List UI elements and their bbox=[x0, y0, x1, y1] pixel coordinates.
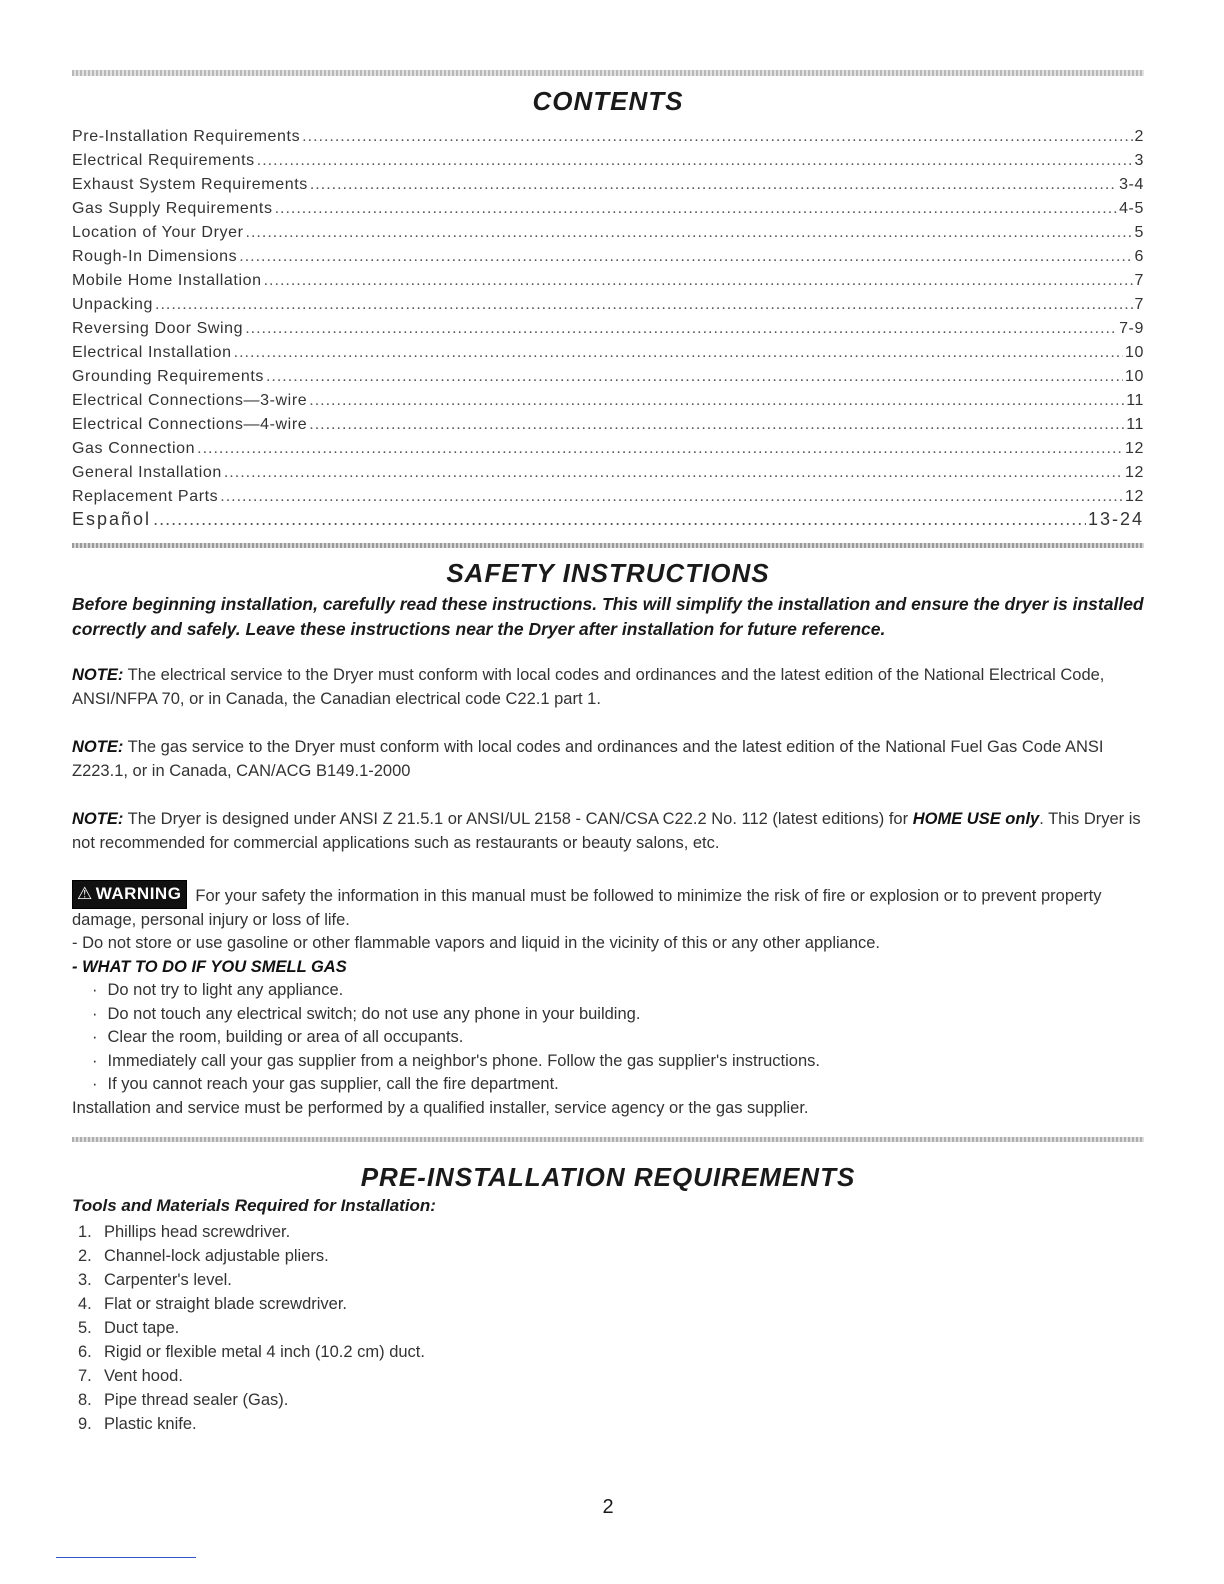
toc-entry[interactable] bbox=[72, 170, 1144, 194]
toc-entry-page: 3-4 bbox=[1119, 176, 1144, 193]
warning-block bbox=[72, 880, 1144, 1120]
preinstall-heading: PRE-INSTALLATION REQUIREMENTS bbox=[360, 1162, 856, 1192]
toc-dot-leader bbox=[245, 320, 1117, 338]
smell-gas-bullet: · If you cannot reach your gas supplier, call the fire department. bbox=[72, 1073, 1144, 1097]
warning-badge-label: WARNING bbox=[95, 884, 182, 903]
toc-entry[interactable] bbox=[72, 122, 1144, 146]
toc-entry[interactable] bbox=[72, 338, 1144, 362]
toc-entry[interactable] bbox=[72, 266, 1144, 290]
note-label: NOTE: bbox=[72, 810, 124, 828]
toc-entry[interactable] bbox=[72, 386, 1144, 410]
tool-item-text: Carpenter's level. bbox=[104, 1271, 232, 1289]
contents-divider bbox=[72, 543, 1144, 548]
footer-link-line bbox=[56, 1557, 196, 1558]
manual-page bbox=[72, 0, 1144, 1584]
toc-dot-leader bbox=[302, 128, 1132, 146]
tool-item-number: 3. bbox=[78, 1271, 92, 1289]
tool-item bbox=[78, 1220, 425, 1244]
tool-item bbox=[78, 1340, 425, 1364]
tools-subheading: Tools and Materials Required for Installation: bbox=[72, 1196, 436, 1215]
note-home-use-text-a: The Dryer is designed under ANSI Z 21.5.1 or ANSI/UL 2158 - CAN/CSA C22.2 No. 112 (latest editions) for bbox=[127, 810, 909, 828]
tool-item bbox=[78, 1316, 425, 1340]
tool-item-number: 2. bbox=[78, 1247, 92, 1265]
note-label: NOTE: bbox=[72, 666, 124, 684]
note-home-use-text-b: . This Dryer is not recommended for commercial applications such as restaurants or beauty salons, etc. bbox=[72, 810, 1141, 852]
tool-item-number: 7. bbox=[78, 1367, 92, 1385]
safety-heading: SAFETY INSTRUCTIONS bbox=[446, 558, 770, 588]
toc-dot-leader bbox=[257, 152, 1133, 170]
tool-item-number: 9. bbox=[78, 1415, 92, 1433]
toc-dot-leader bbox=[234, 344, 1123, 362]
toc-dot-leader bbox=[266, 368, 1123, 386]
toc-entry[interactable] bbox=[72, 218, 1144, 242]
tool-item-text: Flat or straight blade screwdriver. bbox=[104, 1295, 348, 1313]
toc-entry-page: 5 bbox=[1134, 224, 1144, 241]
tool-item-text: Pipe thread sealer (Gas). bbox=[104, 1391, 289, 1409]
tool-item bbox=[78, 1364, 425, 1388]
smell-gas-heading: - WHAT TO DO IF YOU SMELL GAS bbox=[72, 957, 347, 976]
contents-heading: CONTENTS bbox=[532, 86, 684, 116]
toc-dot-leader bbox=[264, 272, 1133, 290]
toc-dot-leader bbox=[309, 416, 1124, 434]
toc-entry-title: Mobile Home Installation bbox=[72, 272, 262, 289]
tool-item bbox=[78, 1412, 425, 1436]
toc-entry-page: 6 bbox=[1134, 248, 1144, 265]
toc-entry-page: 13-24 bbox=[1087, 509, 1144, 529]
warning-text: For your safety the information in this manual must be followed to minimize the risk of fire or explosion or to prevent property damage, personal injury or loss of life. bbox=[72, 887, 1102, 929]
toc-entry-page: 7 bbox=[1134, 296, 1144, 313]
smell-gas-list bbox=[72, 979, 1144, 1097]
toc-dot-leader bbox=[310, 176, 1117, 194]
toc-dot-leader bbox=[275, 200, 1118, 218]
smell-gas-bullet: · Do not try to light any appliance. bbox=[72, 979, 1144, 1003]
toc-entry-title: Español bbox=[72, 509, 152, 529]
tool-item-text: Rigid or flexible metal 4 inch (10.2 cm) duct. bbox=[104, 1343, 425, 1361]
tool-item-text: Vent hood. bbox=[104, 1367, 183, 1385]
toc-entry-title: Pre-Installation Requirements bbox=[72, 128, 301, 145]
tool-item bbox=[78, 1292, 425, 1316]
toc-dot-leader bbox=[309, 392, 1124, 410]
toc-dot-leader bbox=[197, 440, 1123, 458]
toc-entry-page: 12 bbox=[1125, 488, 1144, 505]
toc-dot-leader bbox=[224, 464, 1123, 482]
toc-dot-leader bbox=[220, 488, 1123, 506]
smell-gas-bullet: · Clear the room, building or area of all occupants. bbox=[72, 1026, 1144, 1050]
tool-item-text: Channel-lock adjustable pliers. bbox=[104, 1247, 329, 1265]
warning-triangle-icon: ⚠ bbox=[77, 884, 93, 903]
toc-entry-page: 7 bbox=[1134, 272, 1144, 289]
toc-entry[interactable] bbox=[72, 314, 1144, 338]
note-gas-text: The gas service to the Dryer must conform with local codes and ordinances and the latest edition of the National Fuel Gas Code ANSI Z223.1, or in Canada, CAN/ACG B149.1-2000 bbox=[72, 738, 1104, 780]
toc-entry[interactable] bbox=[72, 290, 1144, 314]
toc-entry[interactable] bbox=[72, 506, 1144, 530]
toc-entry-title: Reversing Door Swing bbox=[72, 320, 244, 337]
tool-item bbox=[78, 1268, 425, 1292]
tool-item-number: 5. bbox=[78, 1319, 92, 1337]
tool-item-number: 4. bbox=[78, 1295, 92, 1313]
toc-dot-leader bbox=[155, 296, 1132, 314]
toc-entry-title: Gas Connection bbox=[72, 440, 196, 457]
toc-entry-page: 12 bbox=[1125, 464, 1144, 481]
tool-item bbox=[78, 1244, 425, 1268]
tool-item-text: Phillips head screwdriver. bbox=[104, 1223, 291, 1241]
safety-divider bbox=[72, 1137, 1144, 1142]
top-divider bbox=[72, 70, 1144, 76]
note-label: NOTE: bbox=[72, 738, 124, 756]
toc-entry-page: 12 bbox=[1125, 440, 1144, 457]
warning-badge bbox=[72, 880, 187, 909]
smell-gas-bullet: · Do not touch any electrical switch; do not use any phone in your building. bbox=[72, 1003, 1144, 1027]
tool-item-number: 6. bbox=[78, 1343, 92, 1361]
toc-entry-title: Electrical Installation bbox=[72, 344, 232, 361]
toc-entry-page: 11 bbox=[1126, 392, 1144, 409]
toc-entry[interactable] bbox=[72, 458, 1144, 482]
toc-entry[interactable] bbox=[72, 242, 1144, 266]
note-home-use bbox=[72, 807, 1144, 855]
toc-entry-title: Location of Your Dryer bbox=[72, 224, 244, 241]
note-electrical-text: The electrical service to the Dryer must conform with local codes and ordinances and the latest edition of the National Electrical Code, ANSI/NFPA 70, or in Canada, the Canadian electrical code C22.1 part 1. bbox=[72, 666, 1105, 708]
tools-list bbox=[78, 1220, 425, 1436]
toc-entry[interactable] bbox=[72, 434, 1144, 458]
toc-entry-title: Gas Supply Requirements bbox=[72, 200, 273, 217]
safety-lead-paragraph: Before beginning installation, carefully read these instructions. This will simplify the installation and ensure the dryer is installed correctly and safely. Leave these instructions near the Dryer after installation for future reference. bbox=[72, 594, 1144, 639]
note-electrical bbox=[72, 663, 1144, 711]
toc-entry[interactable] bbox=[72, 410, 1144, 434]
tool-item-text: Plastic knife. bbox=[104, 1415, 197, 1433]
tool-item-text: Duct tape. bbox=[104, 1319, 180, 1337]
toc-entry[interactable] bbox=[72, 146, 1144, 170]
toc-entry[interactable] bbox=[72, 194, 1144, 218]
toc-entry[interactable] bbox=[72, 362, 1144, 386]
toc-entry-page: 3 bbox=[1134, 152, 1144, 169]
toc-entry-title: General Installation bbox=[72, 464, 222, 481]
toc-entry-title: Exhaust System Requirements bbox=[72, 176, 308, 193]
toc-entry-title: Electrical Connections—3-wire bbox=[72, 392, 308, 409]
home-use-emphasis: HOME USE only bbox=[912, 810, 1040, 828]
toc-dot-leader bbox=[153, 509, 1086, 530]
toc-entry-page: 7-9 bbox=[1119, 320, 1144, 337]
note-gas bbox=[72, 735, 1144, 783]
table-of-contents bbox=[72, 122, 1144, 530]
toc-dot-leader bbox=[246, 224, 1133, 242]
tool-item-number: 8. bbox=[78, 1391, 92, 1409]
toc-entry-page: 11 bbox=[1126, 416, 1144, 433]
toc-dot-leader bbox=[239, 248, 1132, 266]
tool-item bbox=[78, 1388, 425, 1412]
toc-entry-title: Electrical Requirements bbox=[72, 152, 255, 169]
toc-entry-title: Electrical Connections—4-wire bbox=[72, 416, 308, 433]
warning-closing: Installation and service must be performed by a qualified installer, service agency or the gas supplier. bbox=[72, 1098, 809, 1117]
warning-paragraph bbox=[72, 880, 1144, 932]
toc-entry[interactable] bbox=[72, 482, 1144, 506]
toc-entry-page: 10 bbox=[1125, 344, 1144, 361]
toc-entry-page: 2 bbox=[1134, 128, 1144, 145]
warning-dash-item: - Do not store or use gasoline or other flammable vapors and liquid in the vicinity of this or any other appliance. bbox=[72, 934, 881, 952]
page-number: 2 bbox=[602, 1496, 614, 1518]
toc-entry-title: Rough-In Dimensions bbox=[72, 248, 238, 265]
toc-entry-title: Unpacking bbox=[72, 296, 154, 313]
smell-gas-bullet: · Immediately call your gas supplier from a neighbor's phone. Follow the gas supplier's instructions. bbox=[72, 1050, 1144, 1074]
toc-entry-title: Grounding Requirements bbox=[72, 368, 264, 385]
toc-entry-page: 4-5 bbox=[1119, 200, 1144, 217]
tool-item-number: 1. bbox=[78, 1223, 92, 1241]
toc-entry-title: Replacement Parts bbox=[72, 488, 219, 505]
toc-entry-page: 10 bbox=[1125, 368, 1144, 385]
